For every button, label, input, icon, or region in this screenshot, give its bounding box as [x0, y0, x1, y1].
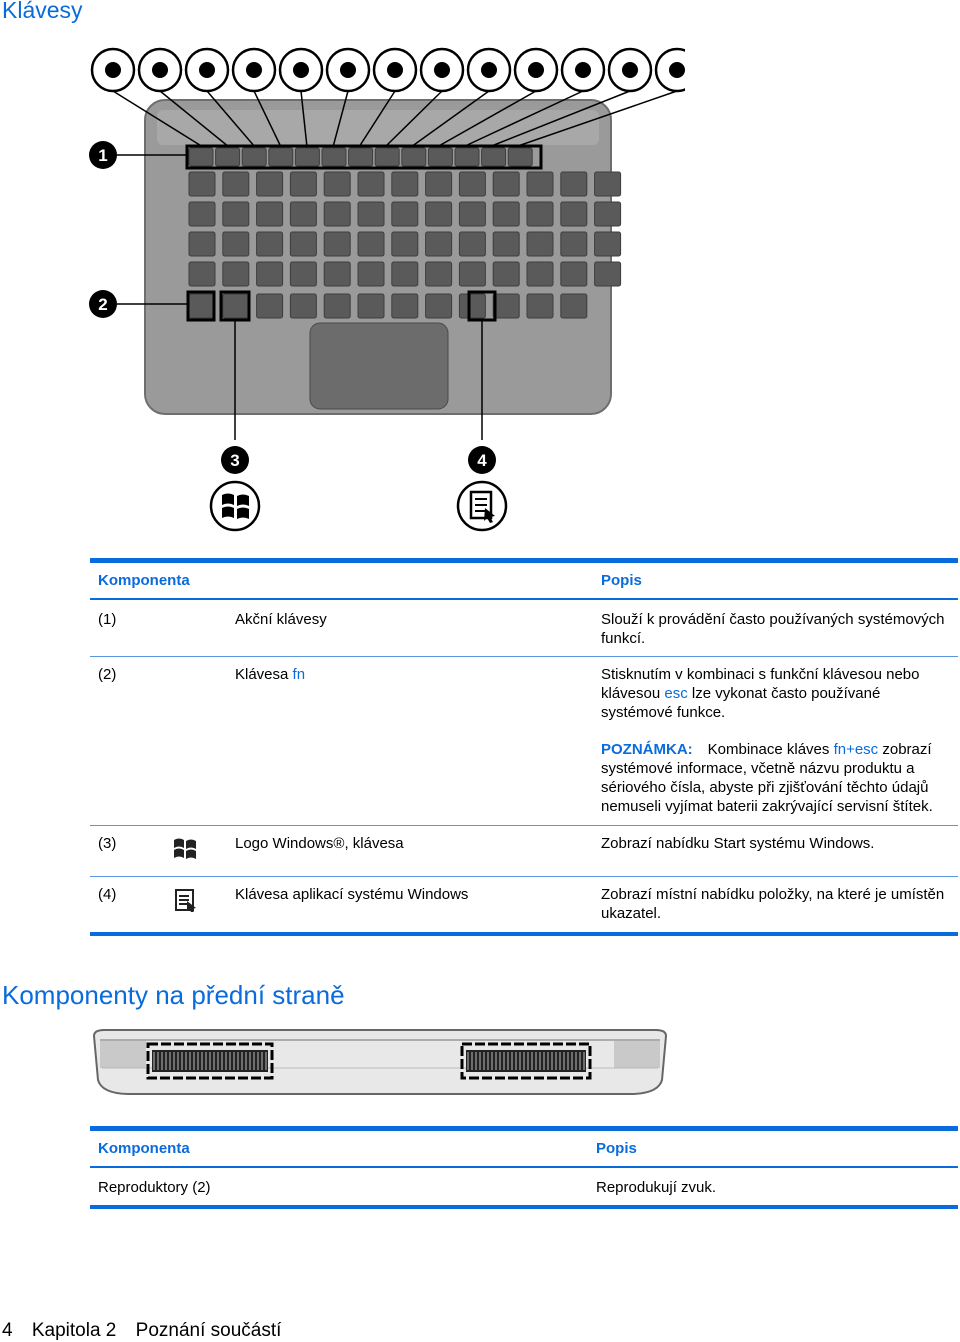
action-key-icon [92, 49, 134, 91]
table1-header-description: Popis [601, 572, 642, 589]
action-key-icon [233, 49, 275, 91]
windows-logo-icon [211, 482, 259, 530]
row4-description: Zobrazí místní nabídku položky, na které je umístěn ukazatel. [601, 886, 945, 922]
table2-header-component: Komponenta [98, 1140, 190, 1157]
callout-4 [468, 446, 496, 474]
table2-bottom-border [90, 1205, 958, 1209]
table1-header-border [90, 598, 958, 600]
page-number: 4 [2, 1320, 13, 1341]
callout-2 [89, 290, 117, 318]
chapter-title: Poznání součástí [135, 1320, 282, 1341]
table2-header-border [90, 1166, 958, 1168]
touchpad [310, 323, 448, 409]
table1-bottom-border [90, 932, 958, 936]
action-key-icon [280, 49, 322, 91]
action-key-icon [421, 49, 463, 91]
speakers-description: Reprodukují zvuk. [596, 1179, 717, 1196]
callout-3 [221, 446, 249, 474]
action-key-icon [656, 49, 685, 91]
action-key-icon [562, 49, 604, 91]
action-key-icon [139, 49, 181, 91]
row3-description: Zobrazí nabídku Start systému Windows. [601, 835, 875, 852]
row1-description: Slouží k provádění často používaných systémových funkcí. [601, 611, 945, 647]
applications-key-icon [458, 482, 506, 530]
action-key-icon [327, 49, 369, 91]
row3-name: Logo Windows®, klávesa [235, 835, 404, 852]
svg-text:2: 2 [98, 295, 108, 314]
table2-header-description: Popis [596, 1140, 637, 1157]
svg-text:3: 3 [230, 451, 240, 470]
row2-description: Stisknutím v kombinaci s funkční klávesou nebo klávesou esc lze vykonat často používané systémové funkce. [601, 666, 920, 721]
keyboard-illustration [85, 40, 685, 540]
row3-number: (3) [98, 835, 117, 852]
applications-key-icon [174, 888, 198, 912]
action-key-icon [515, 49, 557, 91]
windows-logo-icon [173, 837, 197, 861]
section-title-front-components: Komponenty na přední straně [2, 980, 345, 1010]
row2-note: POZNÁMKA: Kombinace kláves fn+esc zobrazí systémové informace, včetně názvu produktu a sériového čísla, abyste při zjišťování těchto údajů nemuseli vyjímat baterii zakrývající servisní štítek. [601, 741, 933, 815]
table2-top-border [90, 1126, 958, 1131]
page-footer [2, 1320, 295, 1342]
row1-number: (1) [98, 611, 117, 628]
front-view-illustration [90, 1028, 670, 1098]
row-divider [90, 825, 958, 826]
row4-number: (4) [98, 886, 117, 903]
svg-text:1: 1 [98, 146, 108, 165]
action-key-icon [374, 49, 416, 91]
table1-header-component: Komponenta [98, 572, 190, 589]
speakers-name: Reproduktory (2) [98, 1179, 211, 1196]
svg-text:4: 4 [477, 451, 487, 470]
action-key-icon [609, 49, 651, 91]
row2-number: (2) [98, 666, 117, 683]
action-key-icon [186, 49, 228, 91]
row-divider [90, 876, 958, 877]
section-title-keys: Klávesy [2, 0, 83, 23]
row1-name: Akční klávesy [235, 611, 327, 628]
action-key-icon [468, 49, 510, 91]
row-divider [90, 656, 958, 657]
table1-top-border [90, 558, 958, 563]
row2-name: Klávesa fn [235, 666, 306, 683]
chapter-label: Kapitola 2 [31, 1320, 117, 1341]
row4-name: Klávesa aplikací systému Windows [235, 886, 469, 903]
callout-1 [89, 141, 117, 169]
